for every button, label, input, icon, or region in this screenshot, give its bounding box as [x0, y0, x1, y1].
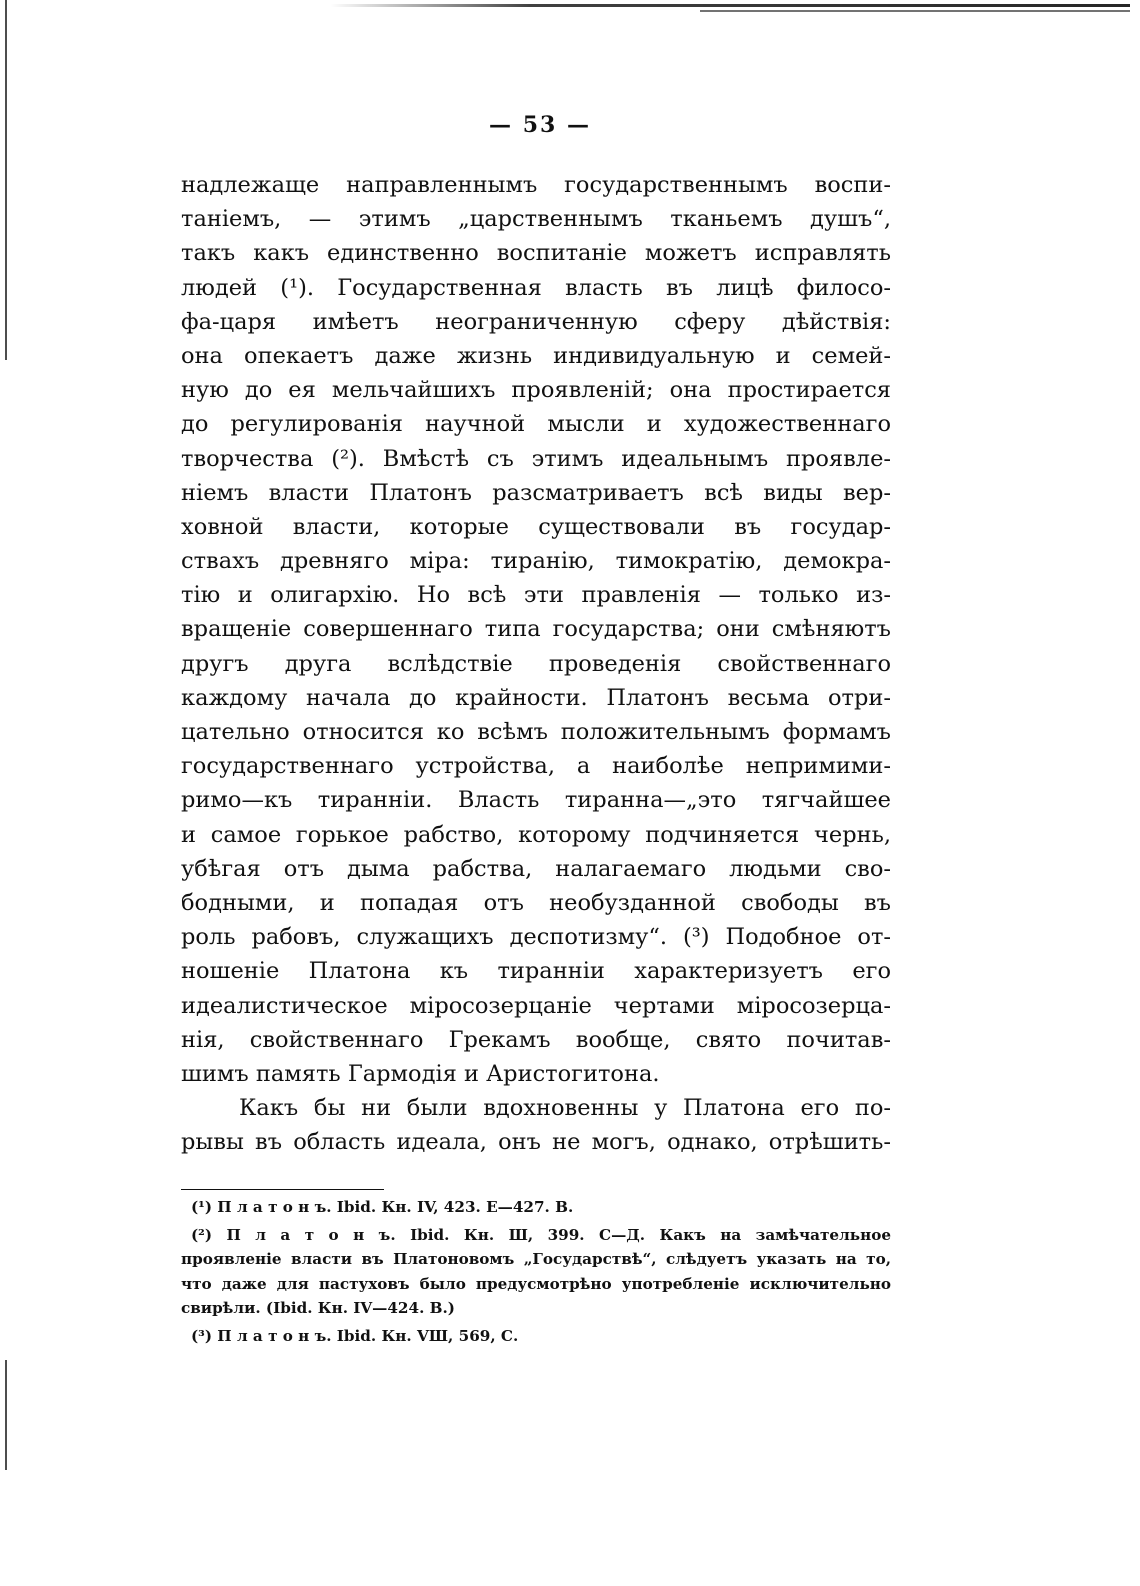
- scan-top-edge-rule: [330, 4, 1130, 7]
- text-line: ховной власти, которые существовали въ государ-: [181, 513, 891, 540]
- text-line: государственнаго устройства, а наиболѣе непримими-: [181, 753, 891, 780]
- text-line: рывы въ область идеала, онъ не могъ, однако, отрѣшить-: [181, 1129, 891, 1156]
- text-line: ніемъ власти Платонъ разсматриваетъ всѣ виды вер-: [181, 479, 891, 506]
- scan-left-edge-mark: [5, 0, 7, 360]
- footnote-2-continuation: свирѣли. (Ibid. Кн. IV—424. В.): [181, 1298, 455, 1317]
- text-line: такъ какъ единственно воспитаніе можетъ исправлять: [181, 240, 891, 267]
- text-line: она опекаетъ даже жизнь индивидуальную и семей-: [181, 342, 891, 369]
- scan-top-edge-rule-secondary: [700, 10, 1130, 12]
- text-line: творчества (²). Вмѣстѣ съ этимъ идеальнымъ проявле-: [181, 445, 891, 472]
- text-line: ствахъ древняго міра: тиранію, тимократію, демокра-: [181, 548, 891, 575]
- text-line: тію и олигархію. Но всѣ эти правленія — только из-: [181, 582, 891, 609]
- text-line: роль рабовъ, служащихъ деспотизму“. (³) Подобное от-: [181, 924, 891, 951]
- text-line: бодными, и попадая отъ необузданной свободы въ: [181, 889, 891, 916]
- text-line: убѣгая отъ дыма рабства, налагаемаго людьми сво-: [181, 855, 891, 882]
- text-line: надлежаще направленнымъ государственнымъ воспи-: [181, 172, 891, 198]
- text-line: фа-царя имѣетъ неограниченную сферу дѣйствія:: [181, 308, 891, 335]
- page-number: — 53 —: [489, 112, 591, 138]
- paragraph-end-line: шимъ память Гармодія и Аристогитона.: [181, 1060, 660, 1087]
- text-line: цательно относится ко всѣмъ положительнымъ формамъ: [181, 719, 891, 745]
- footnote-2-continuation: что даже для пастуховъ было предусмотрѣно употребленіе исключительно: [181, 1274, 891, 1293]
- text-line: вращеніе совершеннаго типа государства; они смѣняютъ: [181, 616, 891, 643]
- text-line: людей (¹). Государственная власть въ лицѣ филосо-: [181, 274, 891, 301]
- text-line: до регулированія научной мысли и художественнаго: [181, 411, 891, 438]
- footnote-3: (³) П л а т о н ъ. Ibid. Кн. VШ, 569, С.: [191, 1326, 519, 1345]
- body-text: [181, 168, 891, 1159]
- text-line: ную до ея мельчайшихъ проявленій; она простирается: [181, 377, 891, 404]
- text-line: идеалистическое міросозерцаніе чертами міросозерца-: [181, 992, 891, 1019]
- footnote-separator: [181, 1189, 384, 1190]
- text-line: нія, свойственнаго Грекамъ вообще, свято почитав-: [181, 1026, 891, 1053]
- text-line: и самое горькое рабство, которому подчиняется чернь,: [181, 821, 891, 848]
- text-line: каждому начала до крайности. Платонъ весьма отри-: [181, 684, 891, 711]
- footnote-1: (¹) П л а т о н ъ. Ibid. Кн. IV, 423. Е—427. В.: [191, 1198, 574, 1216]
- scan-left-edge-mark: [5, 1360, 7, 1470]
- text-line: ношеніе Платона къ тиранніи характеризуетъ его: [181, 958, 891, 985]
- text-line: таніемъ, — этимъ „царственнымъ тканьемъ душъ“,: [181, 206, 891, 233]
- text-line: другъ друга вслѣдствіе проведенія свойственнаго: [181, 650, 891, 677]
- footnote-2-continuation: проявленіе власти въ Платоновомъ „Государствѣ“, слѣдуетъ указать на то,: [181, 1250, 891, 1269]
- text-line: римо—къ тиранніи. Власть тиранна—„это тягчайшее: [181, 787, 891, 814]
- paragraph-start-line: Какъ бы ни были вдохновенны у Платона его по-: [239, 1095, 891, 1122]
- footnotes: [181, 1195, 891, 1348]
- footnote-2: (²) П л а т о н ъ. Ibid. Кн. Ш, 399. С—Д. Какъ на замѣчательное: [191, 1226, 891, 1245]
